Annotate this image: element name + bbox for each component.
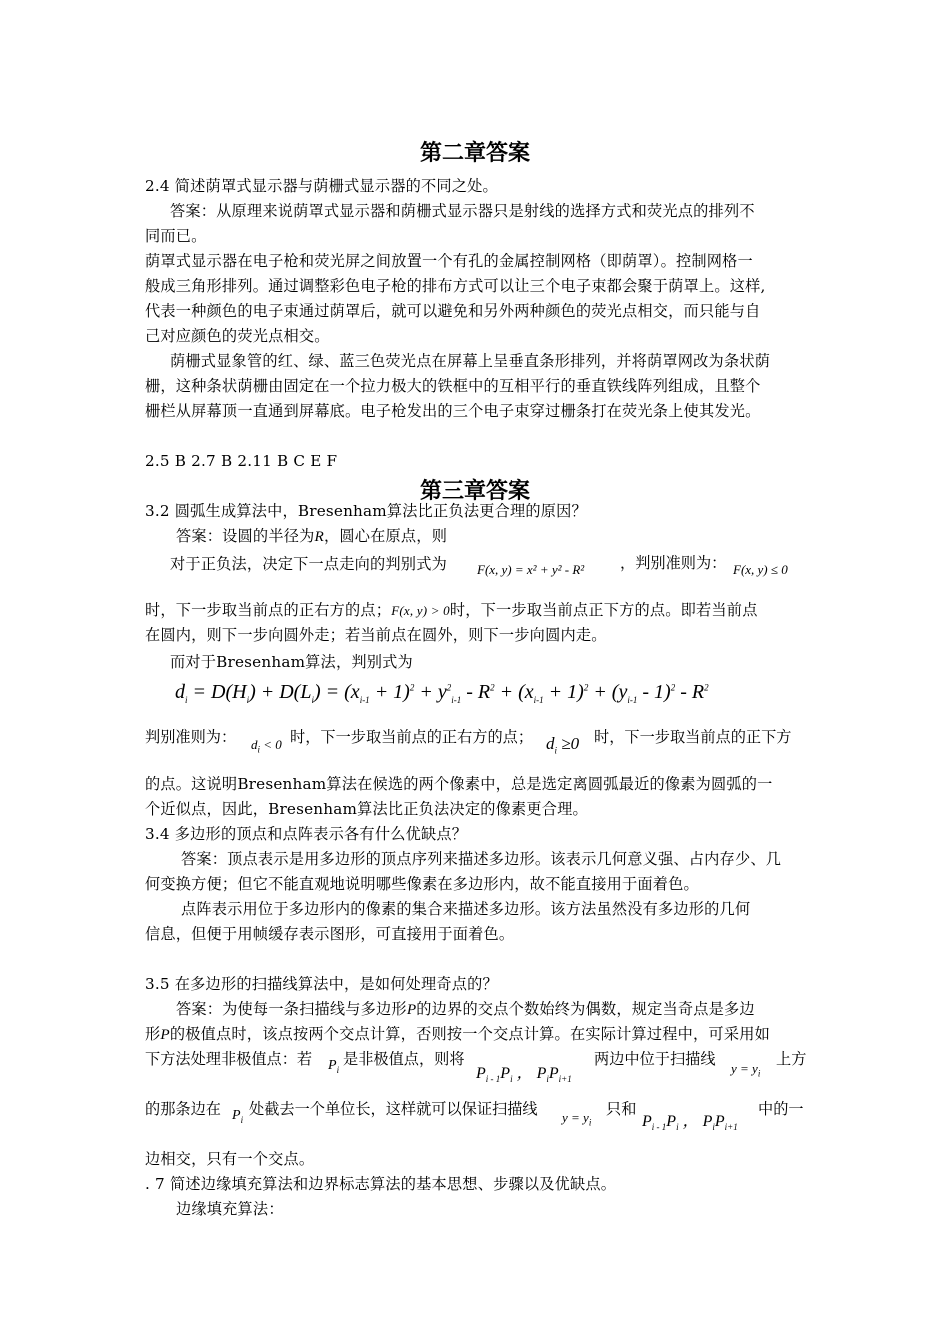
question-2-4: 2.4 简述荫罩式显示器与荫栅式显示器的不同之处。 — [145, 177, 498, 195]
formula-Pi: $P_i$ — [328, 1058, 340, 1075]
answer-text: 中的一 — [758, 1100, 804, 1118]
question-3-5: 3.5 在多边形的扫描线算法中，是如何处理奇点的？ — [145, 975, 498, 993]
answer-line: 荫罩式显示器在电子枪和荧光屏之间放置一个有孔的金属控制网格（即荫罩）。控制网格一 — [145, 252, 753, 270]
question-3-2: 3.2 圆弧生成算法中，Bresenham算法比正负法更合理的原因？ — [145, 502, 587, 520]
answer-text: 两边中位于扫描线 — [594, 1050, 716, 1068]
answer-line: 时，下一步取当前点的正右方的点；F(x, y) > 0时，下一步取当前点正下方的点。即若当前点 — [145, 601, 758, 619]
answer-line: 信息，但便于用帧缓存表示图形，可直接用于面着色。 — [145, 925, 515, 943]
answer-text: 上方 — [776, 1050, 807, 1068]
chapter3-title: 第三章答案 — [419, 479, 530, 504]
question-3-4: 3.4 多边形的顶点和点阵表示各有什么优缺点？ — [145, 825, 468, 843]
answer-line: 栅，这种条状荫栅由固定在一个拉力极大的铁框中的互相平行的垂直铁线阵列组成，且整个 — [145, 377, 761, 395]
answer-line: 形P的极值点时，该点按两个交点计算，否则按一个交点计算。在实际计算过程中，可采用如 — [145, 1025, 770, 1043]
answer-text: 处截去一个单位长，这样就可以保证扫描线 — [249, 1100, 538, 1118]
formula-di-less: $d_i < 0$ — [251, 737, 282, 755]
answer-line: 己对应颜色的荧光点相交。 — [145, 327, 330, 345]
answer-line: 对于正负法，决定下一点走向的判别式为 — [170, 555, 447, 573]
answer-line: 同而已。 — [145, 227, 207, 245]
formula-scanline: $y = y_i$ — [731, 1061, 761, 1079]
answer-line: 的点。这说明Bresenham算法在候选的两个像素中，总是选定离圆弧最近的像素为圆弧的一 — [145, 775, 773, 793]
formula-Pi: $P_i$ — [232, 1108, 244, 1125]
answer-line: 何变换方便；但它不能直观地说明哪些像素在多边形内，故不能直接用于面着色。 — [145, 875, 699, 893]
question-3-7: . 7 简述边缘填充算法和边界标志算法的基本思想、步骤以及优缺点。 — [145, 1175, 617, 1193]
answer-line: 代表一种颜色的电子束通过荫罩后，就可以避免和另外两种颜色的荧光点相交，而只能与自 — [145, 302, 761, 320]
answer-line: 点阵表示用位于多边形内的像素的集合来描述多边形。该方法虽然没有多边形的几何 — [181, 900, 751, 918]
formula-bresenham: $d_i = D(H_i) + D(L_i) = (x_{i-1} + 1)^2 + y^2_{i-1} - R^2 + (x_{i-1} + 1)^2 + (y_{i-1} - 1)^2 - R^2$ — [175, 681, 709, 705]
formula-criterion: F(x, y) ≤ 0 — [733, 562, 788, 577]
choice-answers: 2.5 B 2.7 B 2.11 B C E F — [145, 452, 338, 470]
formula-edges: $P_{i - 1}P_i$ ， $P_iP_{i+1}$ — [642, 1113, 738, 1133]
answer-line: 边相交，只有一个交点。 — [145, 1150, 315, 1168]
formula-scanline: $y = y_i$ — [562, 1110, 592, 1128]
formula-edges: $P_{i - 1}P_i$ ， $P_iP_{i+1}$ — [476, 1065, 572, 1085]
answer-text: 判别准则为： — [145, 728, 237, 746]
answer-text: 时，下一步取当前点的正下方 — [594, 728, 792, 746]
answer-line: 栅栏从屏幕顶一直通到屏幕底。电子枪发出的三个电子束穿过栅条打在荧光条上使其发光。 — [145, 402, 761, 420]
answer-line: 个近似点，因此，Bresenham算法比正负法决定的像素更合理。 — [145, 800, 588, 818]
answer-line: 荫栅式显象管的红、绿、蓝三色荧光点在屏幕上呈垂直条形排列，并将荫罩网改为条状荫 — [170, 352, 771, 370]
answer-text: 时，下一步取当前点的正右方的点； — [290, 728, 533, 746]
answer-text: ，判别准则为： — [620, 554, 727, 572]
answer-text: 的那条边在 — [145, 1100, 221, 1118]
answer-text: 下方法处理非极值点：若 — [145, 1050, 313, 1068]
answer-line: 答案：设圆的半径为R，圆心在原点，则 — [176, 527, 448, 545]
answer-line: 在圆内，则下一步向圆外走；若当前点在圆外，则下一步向圆内走。 — [145, 626, 607, 644]
answer-text: 是非极值点，则将 — [343, 1050, 465, 1068]
answer-line: 边缘填充算法： — [176, 1200, 284, 1218]
answer-line: 而对于Bresenham算法，判别式为 — [170, 653, 413, 671]
answer-line: 答案：从原理来说荫罩式显示器和荫栅式显示器只是射线的选择方式和荧光点的排列不 — [170, 202, 755, 220]
formula-di-geq: $d_i \ge 0$ — [546, 734, 580, 756]
answer-line: 般成三角形排列。通过调整彩色电子枪的排布方式可以让三个电子束都会聚于荫罩上。这样, — [145, 277, 766, 295]
answer-text: 只和 — [606, 1100, 637, 1118]
chapter2-title: 第二章答案 — [419, 141, 530, 166]
answer-line: 答案：为使每一条扫描线与多边形P的边界的交点个数始终为偶数，规定当奇点是多边 — [176, 1000, 755, 1018]
formula-F-xy: F(x, y) = x² + y² - R² — [477, 562, 585, 577]
answer-line: 答案：顶点表示是用多边形的顶点序列来描述多边形。该表示几何意义强、占内存少、几 — [181, 850, 782, 868]
